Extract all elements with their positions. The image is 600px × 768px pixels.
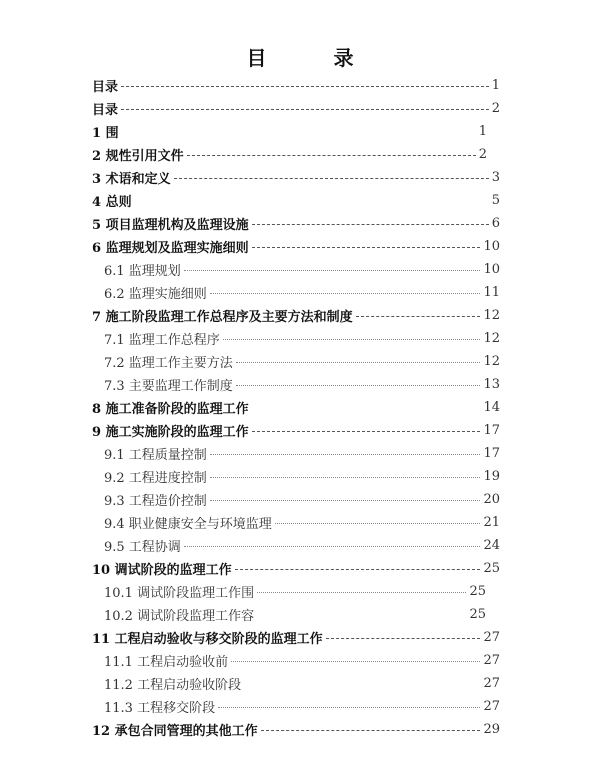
toc-entry-label: 6.2 监理实施细则 [104, 287, 207, 302]
toc-entry-page-number: 2 [491, 101, 500, 116]
toc-entry-label: 10.1 调试阶段监理工作围 [104, 586, 255, 601]
toc-entry-page-number: 25 [469, 584, 486, 599]
toc-leader-line [174, 177, 489, 179]
toc-entry-label: 7 施工阶段监理工作总程序及主要方法和制度 [92, 310, 353, 325]
toc-entry-label: 10.2 调试阶段监理工作容 [104, 609, 255, 624]
toc-title: 目 录 [246, 46, 384, 70]
toc-entry[interactable] [104, 488, 500, 511]
toc-entry-page-number: 5 [491, 193, 500, 208]
toc-entry-label: 5 项目监理机构及监理设施 [92, 218, 249, 233]
toc-entry[interactable] [104, 327, 500, 350]
toc-entry-label: 8 施工准备阶段的监理工作 [92, 402, 249, 417]
toc-entry[interactable] [92, 143, 487, 166]
toc-entry-page-number: 17 [483, 423, 500, 438]
toc-entry[interactable] [92, 626, 500, 649]
toc-leader-line [184, 545, 481, 547]
toc-entry-label: 9.4 职业健康安全与环境监理 [104, 517, 272, 532]
toc-entry-page-number: 24 [483, 538, 500, 553]
toc-entry-page-number: 25 [469, 607, 486, 622]
toc-entry-page-number: 12 [483, 308, 500, 323]
toc-entry[interactable] [104, 258, 500, 281]
toc-leader-line [252, 407, 481, 409]
toc-entry-label: 9.1 工程质量控制 [104, 448, 207, 463]
toc-entry[interactable] [92, 189, 500, 212]
toc-entry[interactable] [104, 373, 500, 396]
toc-entry-label: 2 规性引用文件 [92, 149, 184, 164]
toc-entry-label: 1 围 [92, 126, 119, 141]
toc-entry[interactable] [104, 603, 486, 626]
toc-entry-page-number: 25 [483, 561, 500, 576]
toc-entry[interactable] [104, 442, 500, 465]
toc-entry-label: 12 承包合同管理的其他工作 [92, 724, 258, 739]
toc-entry-label: 6 监理规划及监理实施细则 [92, 241, 249, 256]
toc-entry-label: 目录 [92, 80, 119, 95]
toc-entry-page-number: 21 [483, 515, 500, 530]
toc-entry-label: 7.2 监理工作主要方法 [104, 356, 233, 371]
toc-entry-page-number: 27 [483, 630, 500, 645]
toc-entry-page-number: 10 [483, 239, 500, 254]
toc-entry-label: 3 术语和定义 [92, 172, 171, 187]
toc-entry[interactable] [104, 350, 500, 373]
toc-entry[interactable] [104, 695, 500, 718]
toc-entry-page-number: 17 [483, 446, 500, 461]
toc-leader-line [356, 315, 481, 317]
toc-entry-page-number: 27 [483, 699, 500, 714]
toc-entry-label: 11.2 工程启动验收阶段 [104, 678, 242, 693]
toc-entry-page-number: 1 [491, 78, 500, 93]
toc-entry-page-number: 20 [483, 492, 500, 507]
toc-entry-page-number: 12 [483, 354, 500, 369]
toc-leader-line [236, 384, 481, 386]
toc-leader-line [210, 499, 481, 501]
toc-entry-label: 11.3 工程移交阶段 [104, 701, 216, 716]
toc-entry[interactable] [92, 120, 487, 143]
toc-entry-page-number: 29 [483, 722, 500, 737]
toc-leader-line [135, 200, 489, 202]
toc-entry[interactable] [92, 166, 500, 189]
toc-entry[interactable] [104, 281, 500, 304]
toc-entry-page-number: 27 [483, 653, 500, 668]
toc-entry-page-number: 11 [483, 285, 500, 300]
toc-entry[interactable] [92, 419, 500, 442]
toc-leader-line [210, 292, 481, 294]
toc-entry-label: 目录 [92, 103, 119, 118]
toc-entry-label: 10 调试阶段的监理工作 [92, 563, 232, 578]
toc-entry-label: 7.3 主要监理工作制度 [104, 379, 233, 394]
toc-entry[interactable] [92, 235, 500, 258]
toc-entry-label: 4 总则 [92, 195, 132, 210]
toc-entry-page-number: 13 [483, 377, 500, 392]
toc-entry-page-number: 6 [491, 216, 500, 231]
toc-entry[interactable] [104, 465, 500, 488]
toc-leader-line [235, 568, 481, 570]
toc-leader-line [326, 637, 481, 639]
toc-leader-line [223, 338, 481, 340]
toc-leader-line [275, 522, 481, 524]
toc-entry[interactable] [92, 304, 500, 327]
toc-leader-line [231, 660, 480, 662]
toc-entry-label: 9.2 工程进度控制 [104, 471, 207, 486]
toc-entry-label: 9 施工实施阶段的监理工作 [92, 425, 249, 440]
toc-entry-page-number: 19 [483, 469, 500, 484]
toc-entry-page-number: 1 [478, 124, 487, 139]
toc-entry[interactable] [92, 212, 500, 235]
toc-entry-page-number: 10 [483, 262, 500, 277]
toc-leader-line [257, 591, 466, 593]
toc-entry-label: 11 工程启动验收与移交阶段的监理工作 [92, 632, 323, 647]
toc-entry[interactable] [104, 672, 500, 695]
toc-leader-line [210, 453, 481, 455]
toc-leader-line [184, 269, 481, 271]
toc-leader-line [257, 614, 466, 616]
toc-leader-line [210, 476, 481, 478]
toc-leader-line [252, 223, 489, 225]
toc-entry[interactable] [104, 534, 500, 557]
toc-leader-line [261, 729, 481, 731]
toc-leader-line [187, 154, 476, 156]
toc-entry-label: 9.5 工程协调 [104, 540, 181, 555]
toc-entry-page-number: 12 [483, 331, 500, 346]
toc-entry-label: 11.1 工程启动验收前 [104, 655, 229, 670]
toc-entry[interactable] [92, 718, 500, 741]
toc-entry[interactable] [104, 580, 486, 603]
toc-entry-page-number: 2 [478, 147, 487, 162]
toc-entry[interactable] [92, 557, 500, 580]
toc-entry[interactable] [104, 649, 500, 672]
toc-leader-line [218, 706, 480, 708]
toc-entry-page-number: 27 [483, 676, 500, 691]
toc-entry[interactable] [92, 74, 500, 97]
toc-entry-label: 9.3 工程造价控制 [104, 494, 207, 509]
toc-leader-line [252, 430, 481, 432]
toc-entry[interactable] [92, 396, 500, 419]
toc-leader-line [121, 108, 489, 110]
toc-leader-line [121, 85, 489, 87]
toc-leader-line [122, 131, 476, 133]
toc-entry[interactable] [104, 511, 500, 534]
toc-entry[interactable] [92, 97, 500, 120]
toc-leader-line [236, 361, 481, 363]
toc-entry-label: 6.1 监理规划 [104, 264, 181, 279]
toc-entry-page-number: 3 [491, 170, 500, 185]
toc-entry-page-number: 14 [483, 400, 500, 415]
toc-leader-line [244, 683, 480, 685]
toc-leader-line [252, 246, 481, 248]
toc-entry-label: 7.1 监理工作总程序 [104, 333, 220, 348]
